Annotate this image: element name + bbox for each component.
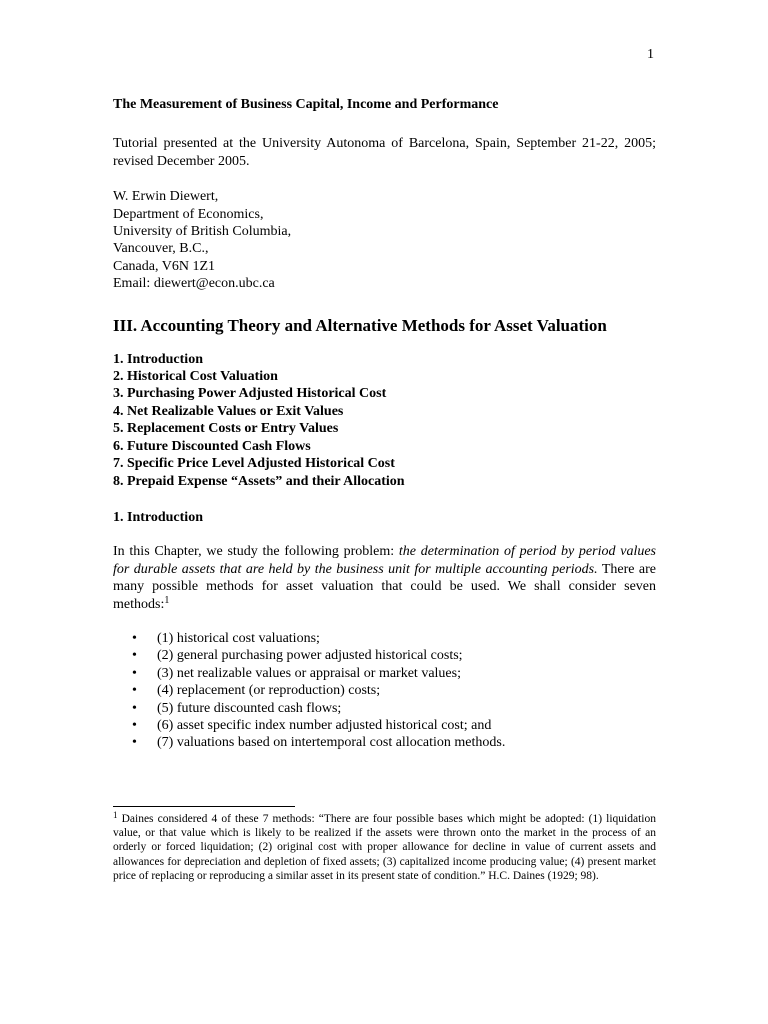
list-item (113, 700, 656, 717)
toc-item: 7. Specific Price Level Adjusted Historical Cost (113, 456, 395, 472)
footnote-divider (113, 806, 295, 807)
list-item-text: (2) general purchasing power adjusted historical costs; (157, 648, 463, 664)
footnote-text: Daines considered 4 of these 7 methods: “There are four possible bases which might be adopted: (1) liquidation value, or that value which is likely to be realized if the assets were thrown onto the market in the process of an orderly or forced liquidation; (2) original cost with proper allowance for decline in value of current assets and allowances for depreciation and depletion of fixed assets; (3) capitalized income producing value; (4) present market price of replacing or reproducing a similar asset in its present state of condition.” H.C. Daines (1929; 98). (113, 813, 656, 882)
toc-item: 8. Prepaid Expense “Assets” and their Allocation (113, 473, 405, 489)
author-university: University of British Columbia, (113, 224, 292, 240)
list-item-text: (3) net realizable values or appraisal or market values; (157, 665, 461, 681)
author-city: Vancouver, B.C., (113, 241, 209, 257)
intro-emphasis: the determination of period by period values for durable assets that are held by the business unit for multiple accounting periods. (113, 544, 656, 577)
chapter-title: III. Accounting Theory and Alternative Methods for Asset Valuation (113, 315, 607, 335)
toc-item: 5. Replacement Costs or Entry Values (113, 421, 339, 437)
bullet-icon: • (132, 648, 137, 664)
list-item (113, 647, 656, 664)
list-item-text: (7) valuations based on intertemporal cost allocation methods. (157, 735, 506, 751)
list-item-text: (6) asset specific index number adjusted historical cost; and (157, 717, 492, 733)
list-item (113, 682, 656, 699)
bullet-icon: • (132, 735, 137, 751)
intro-paragraph (113, 543, 656, 613)
author-name: W. Erwin Diewert, (113, 189, 219, 205)
toc-item: 3. Purchasing Power Adjusted Historical Cost (113, 386, 387, 402)
author-department: Department of Economics, (113, 206, 264, 222)
toc-item: 2. Historical Cost Valuation (113, 369, 278, 385)
bullet-icon: • (132, 700, 137, 716)
author-email: Email: diewert@econ.ubc.ca (113, 276, 275, 292)
footnote-ref: 1 (164, 594, 170, 606)
section-heading: 1. Introduction (113, 509, 203, 525)
list-item-text: (1) historical cost valuations; (157, 630, 320, 646)
tutorial-note: Tutorial presented at the University Autonoma of Barcelona, Spain, September 21-22, 2005; revised December 2005. (113, 136, 656, 169)
page-number: 1 (647, 47, 654, 62)
author-country: Canada, V6N 1Z1 (113, 258, 215, 274)
intro-rest: There are many possible methods for asset valuation that could be used. We shall consider seven methods: (113, 561, 656, 612)
bullet-icon: • (132, 717, 137, 733)
list-item (113, 734, 656, 751)
author-block (113, 188, 656, 292)
list-item-text: (4) replacement (or reproduction) costs; (157, 683, 381, 699)
methods-list (113, 630, 656, 752)
list-item (113, 717, 656, 734)
list-item-text: (5) future discounted cash flows; (157, 700, 342, 716)
footnote-marker: 1 (113, 810, 118, 820)
document-body (113, 96, 656, 752)
footnote (113, 812, 656, 883)
paper-title: The Measurement of Business Capital, Income and Performance (113, 97, 499, 112)
bullet-icon: • (132, 630, 137, 646)
list-item (113, 665, 656, 682)
toc-item: 6. Future Discounted Cash Flows (113, 438, 311, 454)
bullet-icon: • (132, 665, 137, 681)
bullet-icon: • (132, 683, 137, 699)
table-of-contents (113, 351, 656, 490)
intro-lead: In this Chapter, we study the following problem: (113, 544, 399, 560)
list-item (113, 630, 656, 647)
toc-item: 4. Net Realizable Values or Exit Values (113, 403, 344, 419)
toc-item: 1. Introduction (113, 351, 203, 367)
